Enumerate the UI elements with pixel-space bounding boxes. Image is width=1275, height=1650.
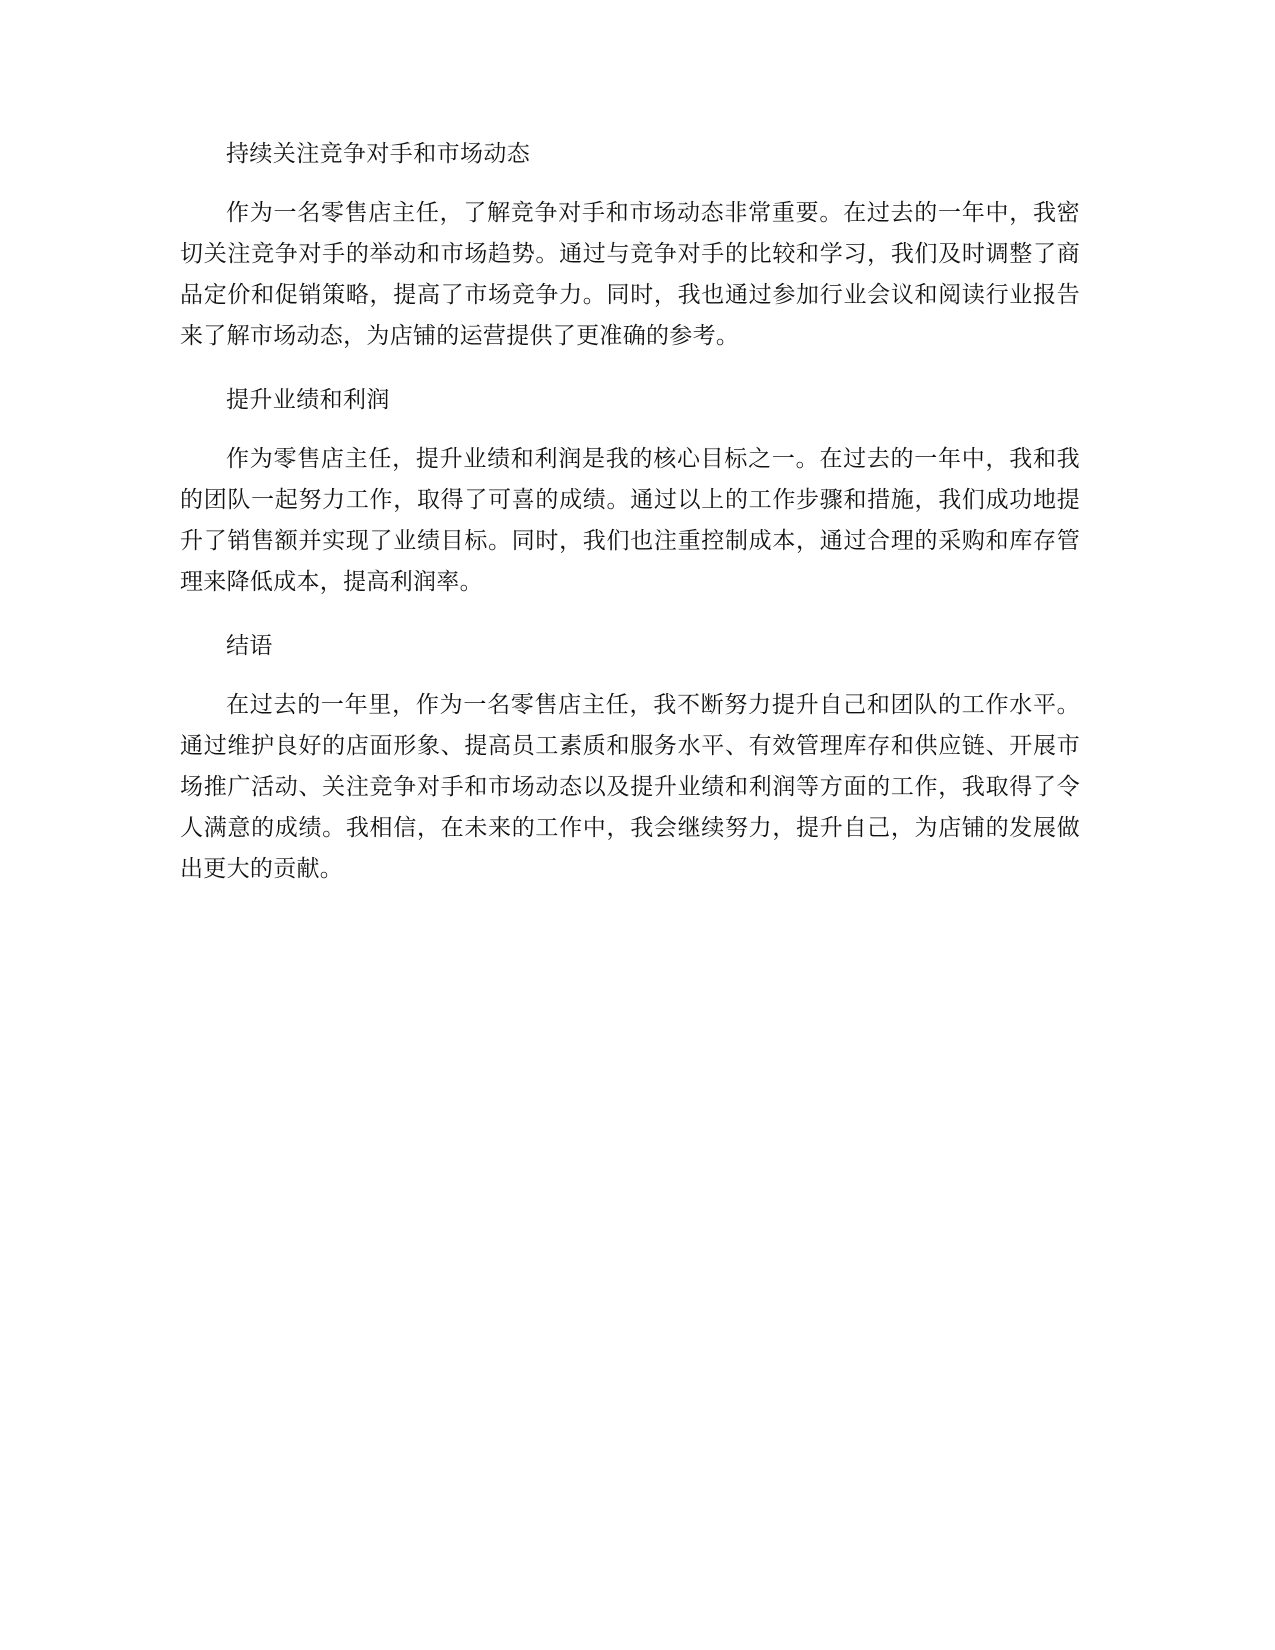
section-paragraph-conclusion: 在过去的一年里，作为一名零售店主任，我不断努力提升自己和团队的工作水平。通过维护良好的店面形象、提高员工素质和服务水平、有效管理库存和供应链、开展市场推广活动、关注竞争对手和市场动态以及提升业绩和利润等方面的工作，我取得了令人满意的成绩。我相信，在未来的工作中，我会继续努力，提升自己，为店铺的发展做出更大的贡献。 (180, 692, 1080, 882)
section-paragraph-performance: 作为零售店主任，提升业绩和利润是我的核心目标之一。在过去的一年中，我和我的团队一起努力工作，取得了可喜的成绩。通过以上的工作步骤和措施，我们成功地提升了销售额并实现了业绩目标。同时，我们也注重控制成本，通过合理的采购和库存管理来降低成本，提高利润率。 (180, 446, 1080, 595)
section-paragraph-competitors: 作为一名零售店主任，了解竞争对手和市场动态非常重要。在过去的一年中，我密切关注竞争对手的举动和市场趋势。通过与竞争对手的比较和学习，我们及时调整了商品定价和促销策略，提高了市场竞争力。同时，我也通过参加行业会议和阅读行业报告来了解市场动态，为店铺的运营提供了更准确的参考。 (180, 200, 1080, 349)
section-heading-performance: 提升业绩和利润 (226, 387, 390, 413)
document-body (180, 138, 1080, 890)
section-heading-competitors: 持续关注竞争对手和市场动态 (226, 141, 531, 167)
section-heading-conclusion: 结语 (226, 633, 273, 659)
